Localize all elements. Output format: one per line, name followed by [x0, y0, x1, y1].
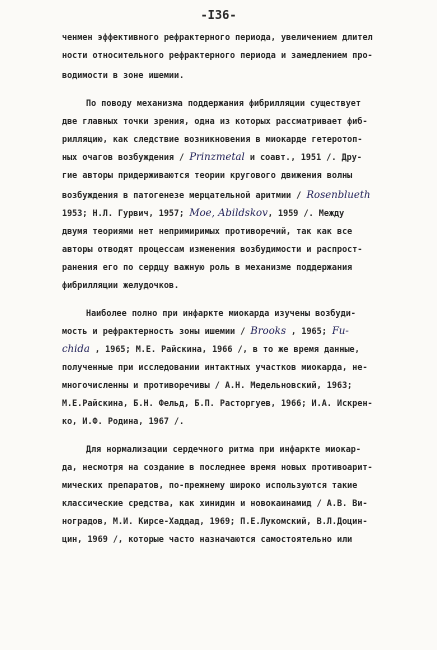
line-text: , 1959 /. Между [267, 208, 345, 218]
line-text: Для нормализации сердечного ритма при инфаркте миокар- [86, 444, 361, 454]
text-line [86, 444, 361, 454]
line-text: водимости в зоне ишемии. [62, 70, 185, 80]
text-line [62, 480, 357, 490]
line-text: авторы отводят процессам изменения возбудимости и распрост- [62, 244, 363, 254]
text-line [62, 50, 373, 60]
line-text: двумя теориями нет непримиримых противоречий, так как все [62, 226, 353, 236]
text-line [62, 534, 352, 544]
text-line [62, 32, 373, 42]
line-text: , 1965; М.Е. Райскина, 1966 /, в то же время данные, [89, 344, 360, 354]
line-text: Наиболее полно при инфаркте миокарда изучены возбуди- [86, 308, 356, 318]
handwritten-insert: Brooks [250, 326, 287, 337]
text-line [62, 262, 352, 272]
line-text: многочисленны и противоречивы / А.Н. Медельновский, 1963; [62, 380, 353, 390]
handwritten-insert: Rosenblueth [306, 190, 371, 201]
text-line [62, 134, 362, 144]
text-line [62, 498, 368, 508]
line-text: гие авторы придерживаются теории кругового движения волны [62, 170, 353, 180]
line-text: По поводу механизма поддержания фибрилляции существует [86, 98, 361, 108]
text-line [62, 380, 352, 390]
text-line [62, 244, 362, 254]
handwritten-insert: Moe, Abildskov [189, 208, 268, 219]
text-line [62, 344, 360, 355]
handwritten-insert: Prinzmetal [189, 152, 245, 163]
text-line [62, 516, 368, 526]
text-line [62, 70, 184, 80]
line-text: ко, И.Ф. Родина, 1967 /. [62, 416, 185, 426]
line-text: рилляцию, как следствие возникновения в миокарде гетеротоп- [62, 134, 363, 144]
line-text: мических препаратов, по-прежнему широко используются такие [62, 480, 358, 490]
handwritten-insert: chida [62, 344, 90, 355]
text-line [62, 116, 368, 126]
line-text: и соавт., 1951 /. Дру- [244, 152, 362, 162]
line-text: возбуждения в патогенезе мерцательной аритмии / [62, 190, 307, 200]
line-text: полученные при исследовании интактных участков миокарда, не- [62, 362, 368, 372]
text-line [62, 398, 373, 408]
line-text: М.Е.Райскина, Б.Н. Фельд, Б.П. Расторгуев, 1966; И.А. Искрен- [62, 398, 373, 408]
text-line [62, 208, 344, 219]
text-line [86, 308, 356, 318]
text-line [62, 462, 373, 472]
line-text: ности относительного рефрактерного периода и замедлением про- [62, 50, 373, 60]
line-text: мость и рефрактерность зоны ишемии / [62, 326, 251, 336]
line-text: фибрилляции желудочков. [62, 280, 180, 290]
text-line [62, 170, 352, 180]
handwritten-insert: Fu- [331, 326, 349, 337]
line-text: 1953; Н.Л. Гурвич, 1957; [62, 208, 190, 218]
text-line [62, 362, 368, 372]
line-text: классические средства, как хинидин и новокаинамид / А.В. Ви- [62, 498, 368, 508]
line-text: ноградов, М.И. Кирсе-Хаддад, 1969; П.Е.Лукомский, В.Л.Доцин- [62, 516, 368, 526]
page-number: -I36- [200, 8, 237, 22]
text-line [62, 280, 179, 290]
text-line [62, 226, 352, 236]
line-text: , 1965; [286, 326, 332, 336]
line-text: ченмен эффективного рефрактерного периода, увеличением длител [62, 32, 373, 42]
line-text: да, несмотря на создание в последнее время новых противоарит- [62, 462, 373, 472]
text-line [62, 190, 370, 201]
line-text: ранения его по сердцу важную роль в механизме поддержания [62, 262, 353, 272]
line-text: цин, 1969 /, которые часто назначаются самостоятельно или [62, 534, 353, 544]
text-line [86, 98, 361, 108]
line-text: ных очагов возбуждения / [62, 152, 190, 162]
text-line [62, 326, 349, 337]
text-line [62, 152, 362, 163]
text-line [62, 416, 184, 426]
line-text: две главных точки зрения, одна из которых рассматривает фиб- [62, 116, 368, 126]
